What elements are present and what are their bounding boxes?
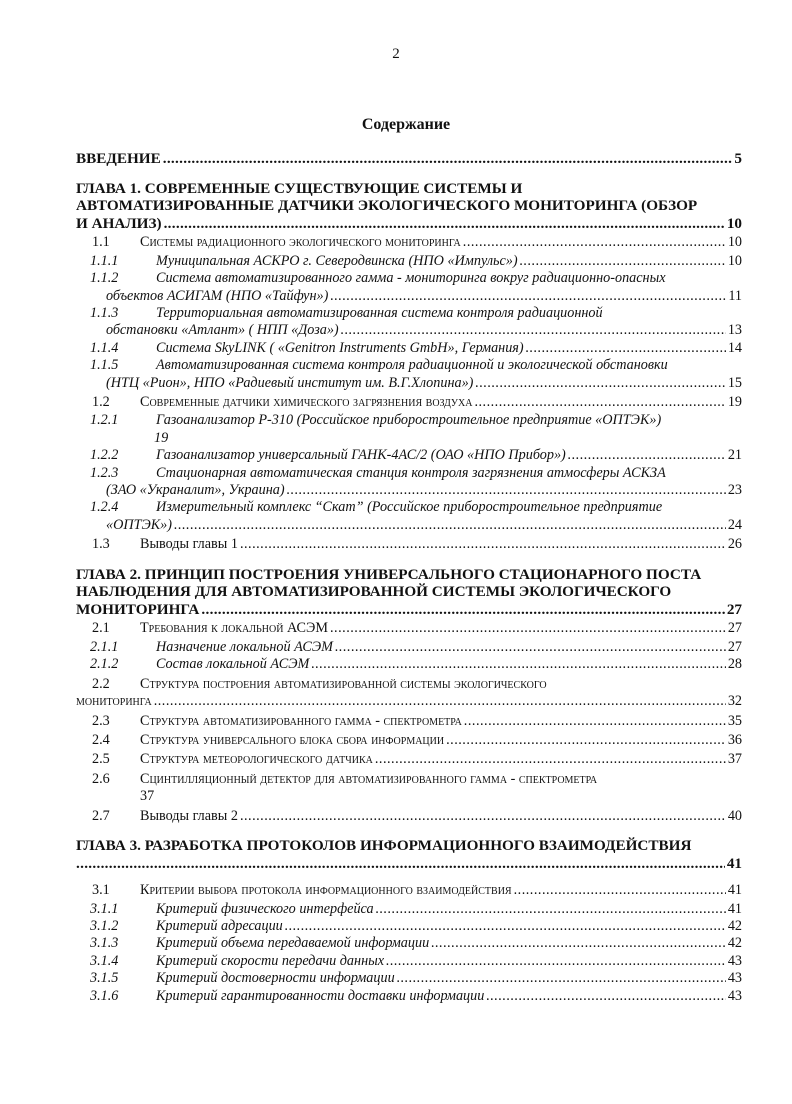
dot-leader (475, 375, 725, 392)
entry-number: 1.1.3 (90, 305, 119, 321)
dot-leader (464, 713, 726, 730)
entry-title-line: Автоматизированная система контроля радиационной и экологической обстановки (156, 357, 668, 374)
entry-page: 10 (727, 234, 742, 251)
toc-heading: Содержание (361, 116, 451, 133)
dot-leader (375, 751, 726, 768)
entry-title: Муниципальная АСКРО г. Северодвинска (НПО «Импульс») (156, 252, 518, 269)
dot-leader (386, 953, 726, 970)
entry-page: 35 (727, 712, 742, 729)
toc-entry-1-1[interactable] (76, 234, 742, 251)
entry-title-line: мониторинга (76, 693, 152, 710)
dot-leader (514, 882, 726, 899)
toc-entry-1-1-2[interactable] (76, 270, 742, 305)
entry-page: 11 (728, 287, 742, 304)
entry-number: 1.1 (92, 234, 110, 251)
dot-leader (240, 808, 726, 825)
entry-number: 3.1.5 (90, 970, 119, 987)
entry-number: 2.7 (92, 807, 110, 824)
toc-entry-2-5[interactable] (76, 751, 742, 768)
toc-entry-3-1[interactable] (76, 882, 742, 899)
entry-page: 43 (727, 952, 742, 969)
entry-title-line: Территориальная автоматизированная система контроля радиационной (156, 305, 603, 321)
dot-leader (568, 447, 726, 464)
entry-page: 43 (727, 970, 742, 987)
entry-number: 2.3 (92, 712, 110, 729)
entry-title: Выводы главы 2 (140, 807, 238, 824)
dot-leader (154, 693, 726, 710)
entry-title: Назначение локальной АСЭМ (156, 638, 333, 655)
dot-leader (163, 150, 733, 168)
entry-title-line: (ЗАО «Украналит», Украина) (106, 482, 285, 499)
entry-title: Критерий физического интерфейса (156, 900, 374, 917)
toc-entry-2-6[interactable] (76, 771, 742, 806)
entry-title: Структура метеорологического датчика (140, 751, 373, 768)
entry-title: Критерий скорости передачи данных (156, 952, 385, 969)
toc-entry-2-1[interactable] (76, 620, 742, 637)
entry-title: Состав локальной АСЭМ (156, 656, 310, 673)
dot-leader (341, 322, 726, 339)
entry-title: Структура автоматизированного гамма - спектрометра (140, 712, 462, 729)
entry-title: Критерии выбора протокола информационного взаимодействия (140, 882, 512, 899)
dot-leader (311, 656, 726, 673)
entry-page: 42 (727, 917, 742, 934)
entry-number: 1.2 (92, 394, 110, 411)
entry-number: 1.2.1 (90, 412, 119, 429)
toc-entry-2-2[interactable] (76, 676, 742, 711)
entry-title: Критерий гарантированности доставки информации (156, 987, 485, 1004)
toc-entry-chapter-2[interactable] (76, 566, 742, 619)
entry-title-line: Стационарная автоматическая станция контроля загрязнения атмосферы АСКЗА (156, 464, 666, 481)
entry-title-line: АВТОМАТИЗИРОВАННЫЕ ДАТЧИКИ ЭКОЛОГИЧЕСКОГО МОНИТОРИНГА (ОБЗОР (76, 197, 698, 215)
entry-number: 2.2 (92, 675, 110, 692)
entry-title: Современные датчики химического загрязнения воздуха (140, 394, 473, 411)
entry-page: 13 (727, 322, 742, 339)
toc-entry-3-1-2[interactable] (76, 918, 742, 935)
entry-page: 32 (727, 693, 742, 710)
toc-entry-3-1-6[interactable] (76, 988, 742, 1005)
dot-leader (201, 601, 724, 619)
entry-number: 2.1.2 (90, 656, 119, 673)
entry-page: 36 (727, 731, 742, 748)
entry-number: 3.1.2 (90, 917, 119, 934)
entry-number: 1.2.4 (90, 499, 119, 516)
toc-entry-2-3[interactable] (76, 713, 742, 730)
entry-page: 43 (727, 987, 742, 1004)
dot-leader (520, 253, 726, 270)
toc-entry-chapter-3[interactable] (76, 837, 742, 872)
entry-number: 1.2.3 (90, 464, 119, 481)
entry-title: Структура универсального блока сбора информации (140, 731, 445, 748)
dot-leader (164, 215, 725, 233)
dot-leader (526, 340, 726, 357)
entry-title-line: ГЛАВА 2. ПРИНЦИП ПОСТРОЕНИЯ УНИВЕРСАЛЬНОГО СТАЦИОНАРНОГО ПОСТА (76, 565, 702, 583)
toc-entry-1-1-3[interactable] (76, 305, 742, 340)
entry-title-line: Структура построения автоматизированной системы экологического (140, 675, 547, 692)
table-of-contents (76, 150, 742, 1005)
entry-page: 23 (727, 482, 742, 499)
toc-entry-1-1-5[interactable] (76, 357, 742, 392)
toc-entry-1-2[interactable] (76, 394, 742, 411)
dot-leader (174, 517, 726, 534)
dot-leader (463, 234, 726, 251)
entry-title: Требования к локальной АСЭМ (140, 620, 328, 637)
toc-entry-1-2-3[interactable] (76, 465, 742, 500)
toc-entry-1-2-4[interactable] (76, 499, 742, 534)
dot-leader (335, 639, 726, 656)
entry-number: 2.5 (92, 751, 110, 768)
entry-page: 10 (726, 214, 742, 232)
entry-page: 19 (727, 394, 742, 411)
entry-title-line: И АНАЛИЗ) (76, 214, 162, 232)
entry-title-line: МОНИТОРИНГА (76, 600, 200, 618)
dot-leader (285, 918, 726, 935)
dot-leader (330, 288, 726, 305)
entry-number: 3.1 (92, 882, 110, 899)
entry-title: Системы радиационного экологического мониторинга (140, 234, 461, 251)
entry-title-line: объектов АСИГАМ (НПО «Тайфун») (106, 287, 329, 304)
entry-number: 2.4 (92, 731, 110, 748)
page-number: 2 (392, 46, 400, 62)
entry-title-line: ГЛАВА 3. РАЗРАБОТКА ПРОТОКОЛОВ ИНФОРМАЦИОННОГО ВЗАИМОДЕЙСТВИЯ (76, 836, 692, 854)
entry-page: 41 (726, 854, 742, 872)
entry-page: 5 (734, 150, 742, 167)
entry-page: 15 (727, 374, 742, 391)
toc-entry-2-1-1[interactable] (76, 639, 742, 656)
dot-leader (287, 482, 726, 499)
dot-leader (76, 855, 725, 873)
entry-title: Система SkyLINK ( «Genitron Instruments GmbH», Германия) (156, 339, 524, 356)
dot-leader (486, 988, 725, 1005)
entry-title-line: «ОПТЭК») (106, 516, 173, 533)
entry-page: 41 (727, 900, 742, 917)
entry-title-line: ГЛАВА 1. СОВРЕМЕННЫЕ СУЩЕСТВУЮЩИЕ СИСТЕМЫ И (76, 179, 523, 197)
entry-number: 1.1.5 (90, 357, 119, 374)
entry-page: 42 (727, 935, 742, 952)
entry-number: 2.1 (92, 620, 110, 637)
entry-title-line: Сцинтилляционный детектор для автоматизированного гамма - спектрометра (140, 770, 598, 787)
entry-number: 1.1.2 (90, 270, 119, 287)
entry-title-line: Измерительный комплекс “Скат” (Российское приборостроительное предприятие (156, 499, 663, 516)
entry-page: 27 (727, 620, 742, 637)
entry-title: Критерий достоверности информации (156, 970, 395, 987)
entry-title: ВВЕДЕНИЕ (76, 150, 161, 167)
entry-number: 3.1.4 (90, 952, 119, 969)
entry-title: Газоанализатор универсальный ГАНК-4АС/2 (ОАО «НПО Прибор») (156, 447, 566, 464)
entry-page: 37 (140, 788, 155, 805)
entry-page: 21 (727, 447, 742, 464)
toc-entry-3-1-5[interactable] (76, 970, 742, 987)
dot-leader (397, 970, 726, 987)
entry-page: 19 (154, 429, 169, 446)
toc-entry-chapter-1[interactable] (76, 180, 742, 233)
entry-page: 27 (726, 600, 742, 618)
dot-leader (431, 935, 726, 952)
entry-title: Критерий объема передаваемой информации (156, 935, 430, 952)
entry-title-line: обстановки «Атлант» ( НПП «Доза») (106, 322, 339, 339)
entry-page: 37 (727, 751, 742, 768)
toc-entry-2-1-2[interactable] (76, 656, 742, 673)
entry-title: Критерий адресации (156, 917, 283, 934)
entry-number: 3.1.1 (90, 900, 119, 917)
toc-entry-3-1-4[interactable] (76, 953, 742, 970)
toc-entry-1-1-4[interactable] (76, 340, 742, 357)
dot-leader (446, 732, 726, 749)
entry-page: 27 (727, 638, 742, 655)
toc-entry-1-3[interactable] (76, 536, 742, 553)
entry-page: 40 (727, 807, 742, 824)
toc-entry-introduction[interactable] (76, 150, 742, 168)
entry-page: 26 (727, 536, 742, 553)
toc-entry-1-1-1[interactable] (76, 253, 742, 270)
entry-number: 3.1.3 (90, 935, 119, 952)
entry-title-line: Система автоматизированного гамма - мониторинга вокруг радиационно-опасных (156, 270, 666, 287)
entry-title: Выводы главы 1 (140, 536, 238, 553)
entry-number: 1.3 (92, 536, 110, 553)
entry-title-line: НАБЛЮДЕНИЯ ДЛЯ АВТОМАТИЗИРОВАННОЙ СИСТЕМЫ ЭКОЛОГИЧЕСКОГО (76, 583, 672, 601)
entry-page: 41 (727, 882, 742, 899)
entry-number: 1.2.2 (90, 447, 119, 464)
entry-number: 1.1.4 (90, 339, 119, 356)
entry-number: 2.6 (92, 770, 110, 787)
entry-number: 1.1.1 (90, 252, 119, 269)
dot-leader (376, 901, 726, 918)
entry-title-line: Газоанализатор Р-310 (Российское приборостроительное предприятие «ОПТЭК») (156, 412, 662, 429)
entry-page: 28 (727, 656, 742, 673)
entry-page: 24 (727, 516, 742, 533)
entry-page: 10 (727, 252, 742, 269)
toc-entry-3-1-3[interactable] (76, 935, 742, 952)
dot-leader (240, 536, 726, 553)
toc-entry-1-2-1[interactable] (76, 412, 742, 447)
toc-entry-1-2-2[interactable] (76, 447, 742, 464)
dot-leader (474, 394, 725, 411)
toc-entry-2-4[interactable] (76, 732, 742, 749)
dot-leader (330, 620, 726, 637)
toc-entry-3-1-1[interactable] (76, 901, 742, 918)
entry-number: 2.1.1 (90, 638, 119, 655)
entry-title-line: (НТЦ «Рион», НПО «Радиевый институт им. В.Г.Хлопина») (106, 374, 474, 391)
entry-page: 14 (727, 339, 742, 356)
entry-number: 3.1.6 (90, 987, 119, 1004)
toc-entry-2-7[interactable] (76, 808, 742, 825)
